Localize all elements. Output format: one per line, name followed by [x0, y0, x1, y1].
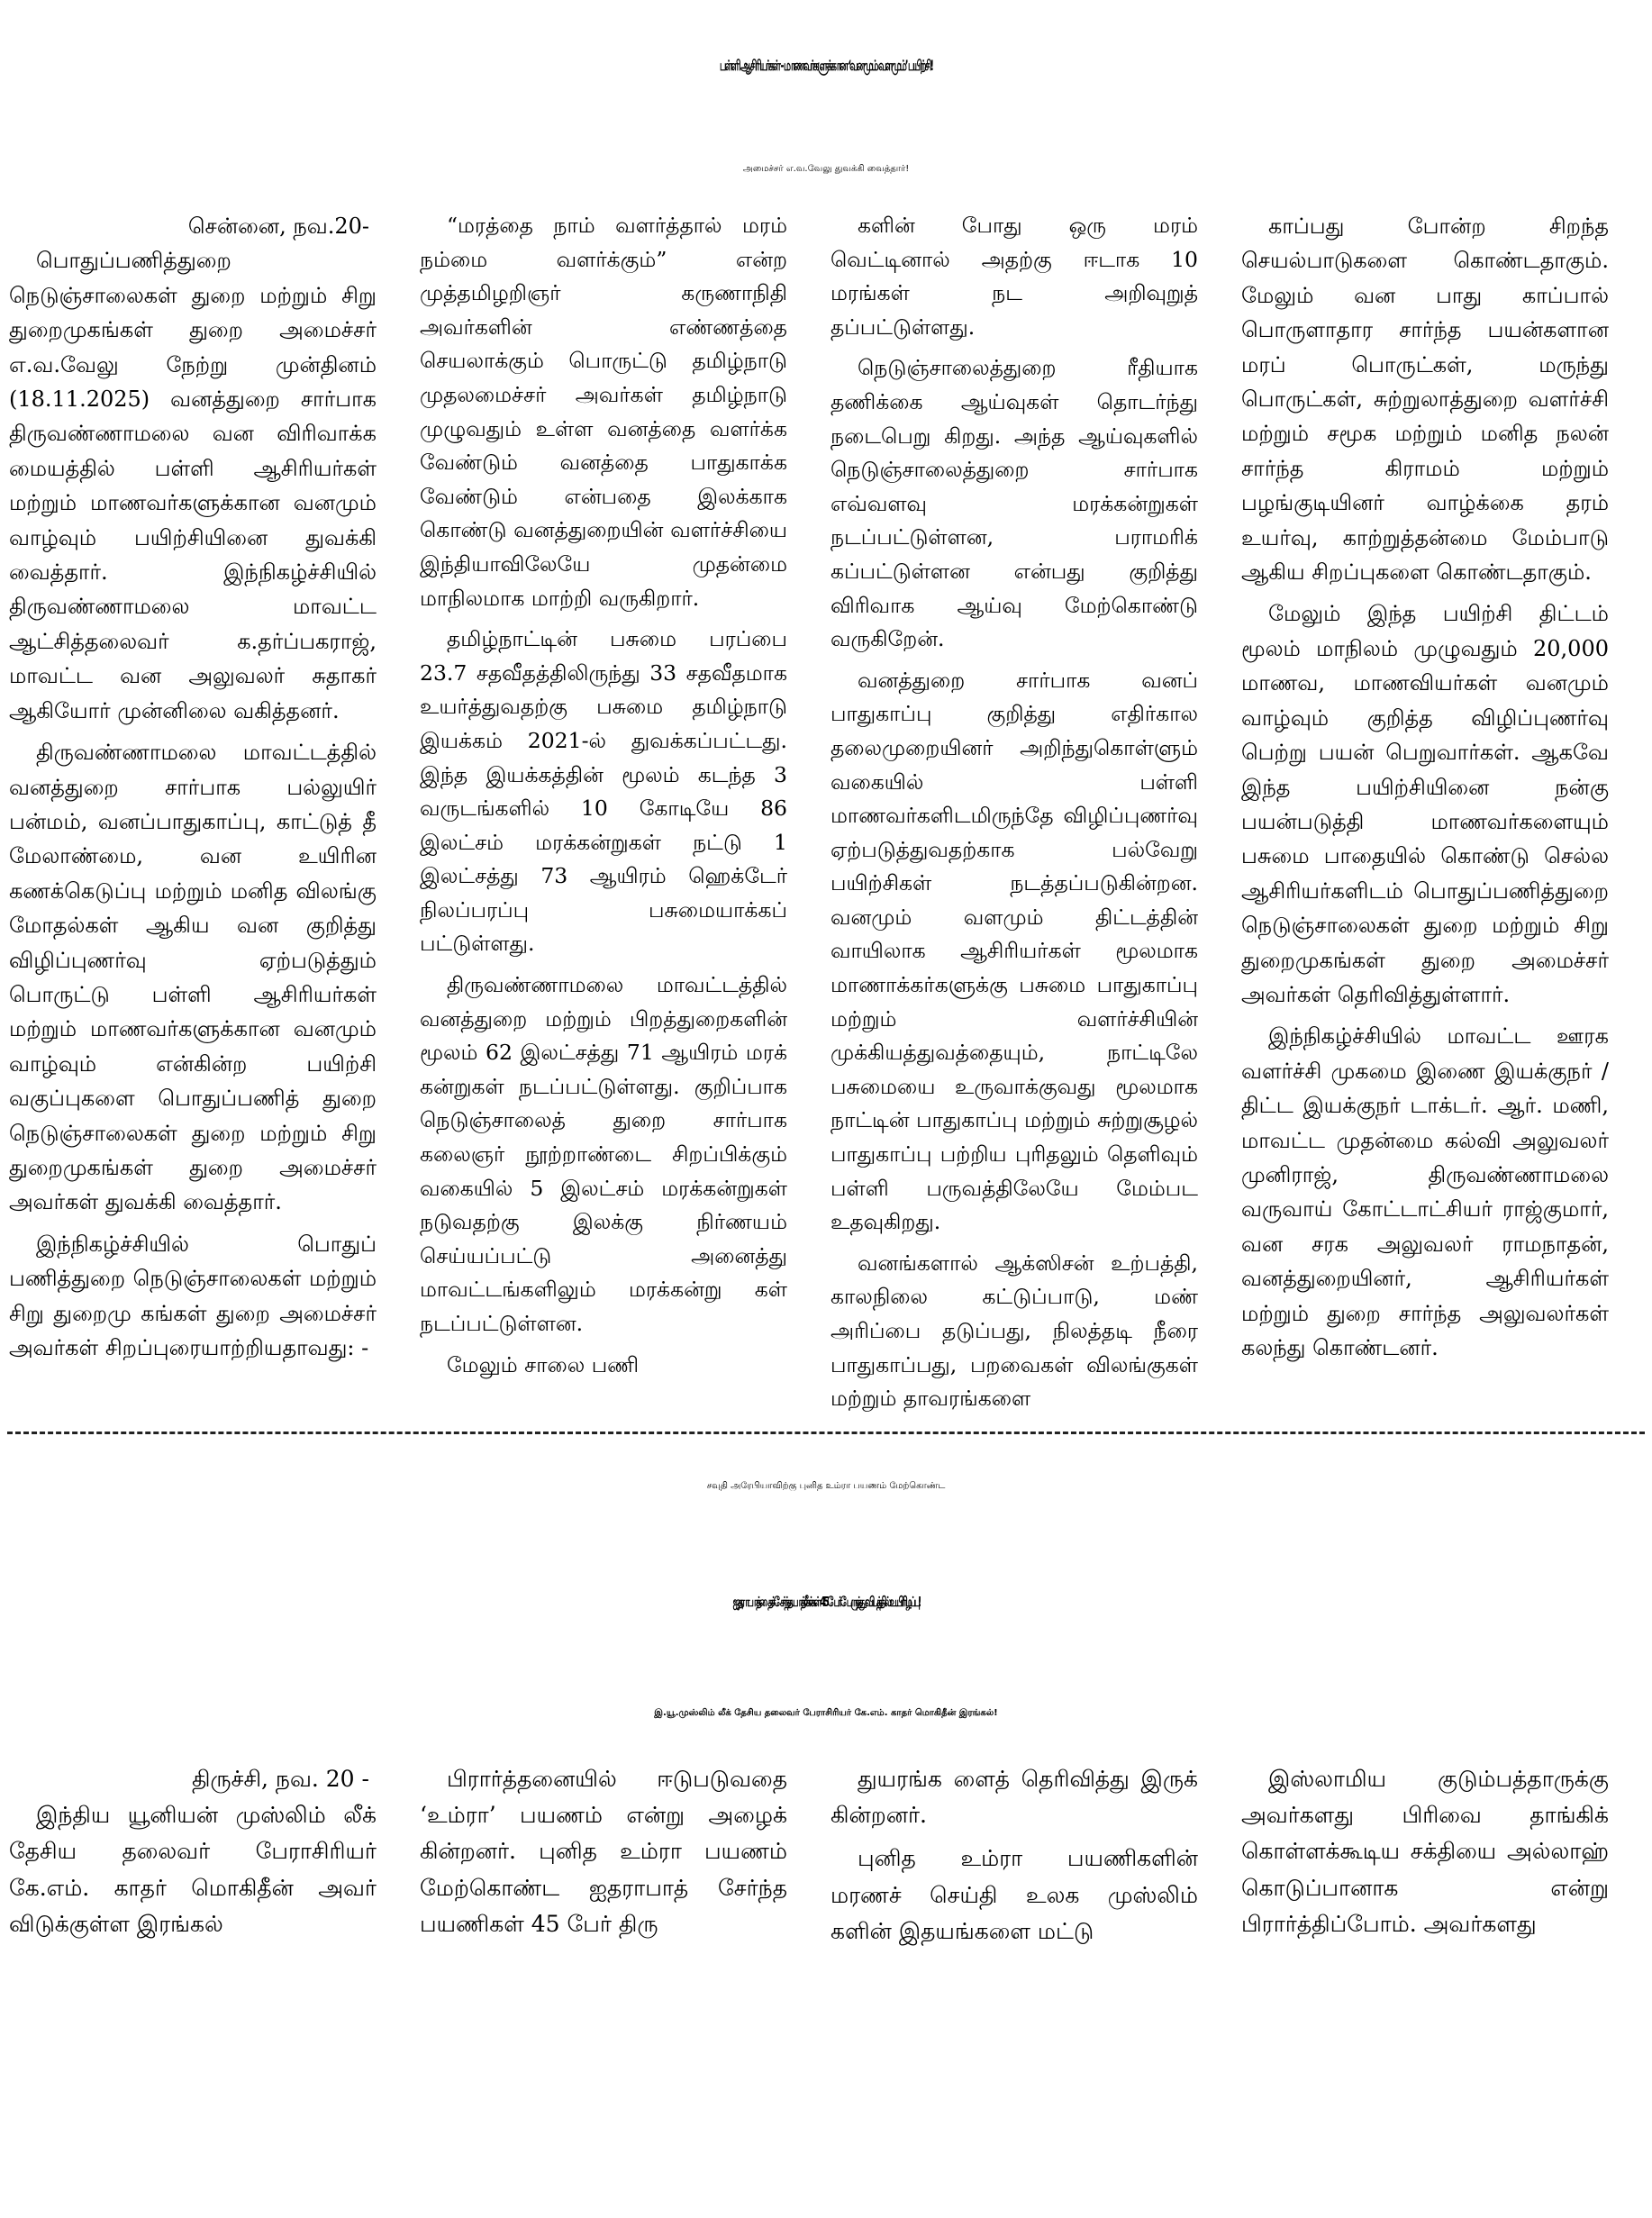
paragraph: திருவண்ணாமலை மாவட்டத்தில் வனத்துறை சார்பாக பல்லுயிர் பன்மம், வனப்பாதுகாப்பு, காட்டுத் தீ மேலாண்மை, வன உயிரின கணக்கெடுப்பு மற்றும் மனித விலங்கு மோதல்கள் ஆகிய வன குறித்து விழிப்புணர்வு ஏற்படுத்தும் பொருட்டு பள்ளி ஆசிரியர்கள் மற்றும் மாணவர்களுக்கான வனமும் வாழ்வும் என்கின்ற பயிற்சி வகுப்புகளை பொதுப்பணித் துறை நெடுஞ்சாலைகள் துறை மற்றும் சிறு துறைமுகங்கள் துறை அமைச்சர் அவர்கள் துவக்கி வைத்தார்.	[9, 740, 377, 1215]
paragraph: இந்நிகழ்ச்சியில் மாவட்ட ஊரக வளர்ச்சி முகமை இணை இயக்குநர் / திட்ட இயக்குநர் டாக்டர். ஆர். மணி, மாவட்ட முதன்மை கல்வி அலுவலர் முனிராஜ், திருவண்ணாமலை வருவாய் கோட்டாட்சியர் ராஜ்குமார், வன சரக அலுவலர் ராமநாதன், வனத்துறையினர், ஆசிரியர்கள் மற்றும் துறை சார்ந்த அலுவலர்கள் கலந்து கொண்டனர்.	[1241, 1023, 1609, 1360]
article1-column-3	[831, 209, 1198, 1423]
sub-headline: அமைச்சர் எ.வ.வேலு துவக்கி வைத்தார்!	[742, 164, 910, 174]
paragraph: மேலும் சாலை பணி	[447, 1351, 640, 1377]
main-headline: பள்ளி ஆசிரியர்கள் - மாணவர்களுக்கான ‘வனமும் வளமும்’ பயிற்சி!	[720, 59, 932, 75]
paragraph: இந்திய யூனியன் முஸ்லிம் லீக் தேசிய தலைவர் பேராசிரியர் கே.எம். காதர் மொகிதீன் அவர் விடுக்குள்ள இரங்கல்	[9, 1802, 377, 1937]
paragraph: துயரங்க ளைத் தெரிவித்து இருக் கின்றனர்.	[831, 1766, 1198, 1829]
paragraph: திருவண்ணாமலை மாவட்டத்தில் வனத்துறை மற்றும் பிறத்துறைகளின் மூலம் 62 இலட்சத்து 71 ஆயிரம் மரக் கன்றுகள் நடப்பட்டுள்ளது. குறிப்பாக நெடுஞ்சாலைத் துறை சார்பாக கலைஞர் நூற்றாண்டை சிறப்பிக்கும் வகையில் 5 இலட்சம் மரக்கன்றுகள் நடுவதற்கு இலக்கு நிர்ணயம் செய்யப்பட்டு அனைத்து மாவட்டங்களிலும் மரக்கன்று கள் நடப்பட்டுள்ளன.	[420, 972, 787, 1336]
paragraph: மேலும் இந்த பயிற்சி திட்டம் மூலம் மாநிலம் முழுவதும் 20,000 மாணவ, மாணவியர்கள் வனமும் வாழ்வும் குறித்த விழிப்புணர்வு பெற்று பயன் பெறுவார்கள். ஆகவே இந்த பயிற்சியினை நன்கு பயன்படுத்தி மாணவர்களையும் பசுமை பாதையில் கொண்டு செல்ல ஆசிரியர்களிடம் பொதுப்பணித்துறை நெடுஞ்சாலைகள் துறை மற்றும் சிறு துறைமுகங்கள் துறை அமைச்சர் அவர்கள் தெரிவித்துள்ளார்.	[1241, 601, 1609, 1007]
article1-column-2	[420, 209, 787, 1389]
paragraph: நெடுஞ்சாலைத்துறை ரீதியாக தணிக்கை ஆய்வுகள் தொடர்ந்து நடைபெறு கிறது. அந்த ஆய்வுகளில் நெடுஞ்சாலைத்துறை சார்பாக எவ்வளவு மரக்கன்றுகள் நடப்பட்டுள்ளன, பராமரிக் கப்பட்டுள்ளன என்பது குறித்து விரிவாக ஆய்வு மேற்கொண்டு வருகிறேன்.	[831, 355, 1198, 652]
article-separator	[7, 1432, 1645, 1434]
article1-column-1	[9, 209, 377, 1372]
article2-dateline: திருச்சி, நவ. 20 -	[191, 1766, 369, 1792]
article1-column-4	[1241, 209, 1609, 1372]
sub-headline-2: இ.யூ.முஸ்லிம் லீக் தேசிய தலைவர் பேராசிரியர் கே.எம். காதர் மொகிதீன் இரங்கல்!	[654, 1708, 998, 1718]
paragraph: தமிழ்நாட்டின் பசுமை பரப்பை 23.7 சதவீதத்திலிருந்து 33 சதவீதமாக உயர்த்துவதற்கு பசுமை தமிழ்நாடு இயக்கம் 2021-ல் துவக்கப்பட்டது. இந்த இயக்கத்தின் மூலம் கடந்த 3 வருடங்களில் 10 கோடியே 86 இலட்சம் மரக்கன்றுகள் நட்டு 1 இலட்சத்து 73 ஆயிரம் ஹெக்டேர் நிலப்பரப்பு பசுமையாக்கப் பட்டுள்ளது.	[420, 626, 787, 957]
paragraph: இந்நிகழ்ச்சியில் பொதுப் பணித்துறை நெடுஞ்சாலைகள் மற்றும் சிறு துறைமு கங்கள் துறை அமைச்சர் அவர்கள் சிறப்புரையாற்றியதாவது: -	[9, 1231, 377, 1360]
article2-column-3	[831, 1761, 1198, 2218]
paragraph: களின் போது ஒரு மரம் வெட்டினால் அதற்கு ஈடாக 10 மரங்கள் நட அறிவுறுத் தப்பட்டுள்ளது.	[831, 213, 1198, 340]
kicker-headline: சவுதி அரேபியாவிற்கு புனித உம்ரா பயணம் மேற்கொண்ட	[706, 1481, 946, 1491]
main-headline-2: ஐதராபாத்தைச் சேர்ந்த யாத்ரீகர்கள் 45 பேர் பேருந்து விபத்தில் உயிரிழப்பு!	[732, 1595, 920, 1611]
paragraph: காப்பது போன்ற சிறந்த செயல்பாடுகளை கொண்டதாகும். மேலும் வன பாது காப்பால் பொருளாதார சார்ந்த பயன்களான மரப் பொருட்கள், மருந்து பொருட்கள், சுற்றுலாத்துறை வளர்ச்சி மற்றும் சமூக மற்றும் மனித நலன் சார்ந்த கிராமம் மற்றும் பழங்குடியினர் வாழ்க்கை தரம் உயர்வு, காற்றுத்தன்மை மேம்பாடு ஆகிய சிறப்புகளை கொண்டதாகும்.	[1241, 214, 1609, 586]
article2-column-1	[9, 1761, 377, 2218]
article2-column-4	[1241, 1761, 1609, 2218]
paragraph: புனித உம்ரா பயணிகளின் மரணச் செய்தி உலக முஸ்லிம் களின் இதயங்களை மட்டு	[831, 1845, 1198, 1944]
article2-column-2	[420, 1761, 787, 2218]
paragraph: வனத்துறை சார்பாக வனப் பாதுகாப்பு குறித்து எதிர்கால தலைமுறையினர் அறிந்துகொள்ளும் வகையில் பள்ளி மாணவர்களிடமிருந்தே விழிப்புணர்வு ஏற்படுத்துவதற்காக பல்வேறு பயிற்சிகள் நடத்தப்படுகின்றன. வனமும் வளமும் திட்டத்தின் வாயிலாக ஆசிரியர்கள் மூலமாக மாணாக்கர்களுக்கு பசுமை பாதுகாப்பு மற்றும் வளர்ச்சியின் முக்கியத்துவத்தையும், நாட்டிலே பசுமையை உருவாக்குவது மூலமாக நாட்டின் பாதுகாப்பு மற்றும் சுற்றுசூழல் பாதுகாப்பு பற்றிய புரிதலும் தெளிவும் பள்ளி பருவத்திலேயே மேம்பட உதவுகிறது.	[831, 667, 1198, 1235]
paragraph: “மரத்தை நாம் வளர்த்தால் மரம் நம்மை வளர்க்கும்” என்ற முத்தமிழறிஞர் கருணாநிதி அவர்களின் எண்ணத்தை செயலாக்கும் பொருட்டு தமிழ்நாடு முதலமைச்சர் அவர்கள் தமிழ்நாடு முழுவதும் உள்ள வனத்தை வளர்க்க வேண்டும் வனத்தை பாதுகாக்க வேண்டும் என்பதை இலக்காக கொண்டு வனத்துறையின் வளர்ச்சியை இந்தியாவிலேயே முதன்மை மாநிலமாக மாற்றி வருகிறார்.	[420, 213, 787, 611]
paragraph: இஸ்லாமிய குடும்பத்தாருக்கு அவர்களது பிரிவை தாங்கிக் கொள்ளக்கூடிய சக்தியை அல்லாஹ் கொடுப்பானாக என்று பிரார்த்திப்போம். அவர்களது	[1241, 1766, 1609, 1937]
paragraph: வனங்களால் ஆக்ஸிசன் உற்பத்தி, காலநிலை கட்டுப்பாடு, மண் அரிப்பை தடுப்பது, நிலத்தடி நீரை பாதுகாப்பது, பறவைகள் விலங்குகள் மற்றும் தாவரங்களை	[831, 1250, 1198, 1412]
paragraph: பொதுப்பணித்துறை நெடுஞ்சாலைகள் துறை மற்றும் சிறு துறைமுகங்கள் துறை அமைச்சர் எ.வ.வேலு நேற்று முன்தினம் (18.11.2025) வனத்துறை சார்பாக திருவண்ணாமலை வன விரிவாக்க மையத்தில் பள்ளி ஆசிரியர்கள் மற்றும் மாணவர்களுக்கான வனமும் வாழ்வும் பயிற்சியினை துவக்கி வைத்தார். இந்நிகழ்ச்சியில் திருவண்ணாமலை மாவட்ட ஆட்சித்தலைவர் க.தர்ப்பகராஜ், மாவட்ட வன அலுவலர் சுதாகர் ஆகியோர் முன்னிலை வகித்தனர்.	[9, 248, 377, 723]
paragraph: பிரார்த்தனையில் ஈடுபடுவதை ‘உம்ரா’ பயணம் என்று அழைக் கின்றனர். புனித உம்ரா பயணம் மேற்கொண்ட ஐதராபாத் சேர்ந்த பயணிகள் 45 பேர் திரு	[420, 1766, 787, 1937]
article1-dateline: சென்னை, நவ.20-	[187, 214, 369, 239]
